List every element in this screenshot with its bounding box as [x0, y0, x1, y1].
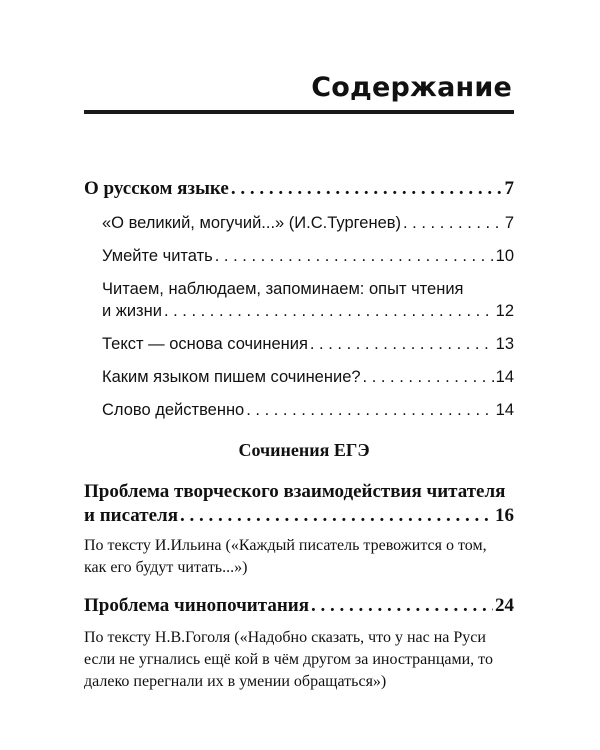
dot-leader: [403, 214, 503, 233]
toc-entry-essay[interactable]: [84, 481, 514, 527]
toc-entry-page: 7: [504, 214, 514, 232]
toc-entry-label: Умейте читать: [102, 247, 213, 265]
essay-description: [84, 627, 514, 693]
toc-entry-page: 24: [495, 595, 514, 616]
essay-description-line: если не угнались ещё кой в чём другом за иностранцами, то: [84, 651, 493, 668]
toc-subentry[interactable]: [102, 214, 514, 233]
toc-entry-page: 16: [495, 505, 514, 526]
toc-entry-part1[interactable]: [84, 178, 514, 200]
toc-subentries: [102, 214, 514, 420]
toc-entry-page: 14: [495, 401, 514, 419]
essay-description-line: По тексту Н.В.Гоголя («Надобно сказать, что у нас на Руси: [84, 629, 486, 646]
dot-leader: [215, 247, 494, 266]
toc-entry-label-line2: и жизни: [102, 302, 162, 320]
toc-entry-label: Текст — основа сочинения: [102, 335, 308, 353]
toc-entry-label: Проблема чинопочитания: [84, 595, 309, 616]
toc-entry-page: 14: [495, 368, 514, 386]
toc-entry-page: 12: [495, 302, 514, 320]
toc-entry-label: Слово действенно: [102, 401, 245, 419]
toc-entry-label: О русском языке: [84, 178, 229, 199]
toc-entry-label-line2: и писателя: [84, 505, 178, 526]
toc-subentry[interactable]: [102, 247, 514, 266]
essay-description-line: далеко перегнали их в умении обращаться»): [84, 673, 387, 690]
toc-entry-label-line1: Проблема творческого взаимодействия читателя: [84, 481, 506, 502]
dot-leader: [311, 595, 493, 617]
toc-subentry[interactable]: [102, 280, 514, 321]
essay-description: [84, 535, 514, 579]
toc-entry-label: «О великий, могучий...» (И.С.Тургенев): [102, 214, 402, 232]
toc-entry-page: 7: [504, 178, 514, 199]
title-underline: [84, 110, 514, 114]
toc-entry-page: 10: [495, 247, 514, 265]
toc-entry-label: Каким языком пишем сочинение?: [102, 368, 361, 386]
page-title: Содержание: [311, 72, 512, 103]
essay-description-line: По тексту И.Ильина («Каждый писатель тревожится о том,: [84, 537, 487, 554]
toc-entry-label-line1: Читаем, наблюдаем, запоминаем: опыт чтения: [102, 280, 464, 298]
toc-entry-page: 13: [495, 335, 514, 353]
dot-leader: [180, 505, 493, 527]
dot-leader: [246, 401, 493, 420]
section-title: Сочинения ЕГЭ: [238, 440, 370, 460]
dot-leader: [363, 368, 494, 387]
table-of-contents: [84, 178, 514, 693]
essay-description-line: как его будут читать...»): [84, 559, 248, 576]
toc-subentry[interactable]: [102, 401, 514, 420]
dot-leader: [164, 302, 494, 321]
dot-leader: [310, 335, 494, 354]
toc-subentry[interactable]: [102, 335, 514, 354]
dot-leader: [231, 178, 503, 200]
toc-subentry[interactable]: [102, 368, 514, 387]
toc-entry-essay[interactable]: [84, 595, 514, 617]
